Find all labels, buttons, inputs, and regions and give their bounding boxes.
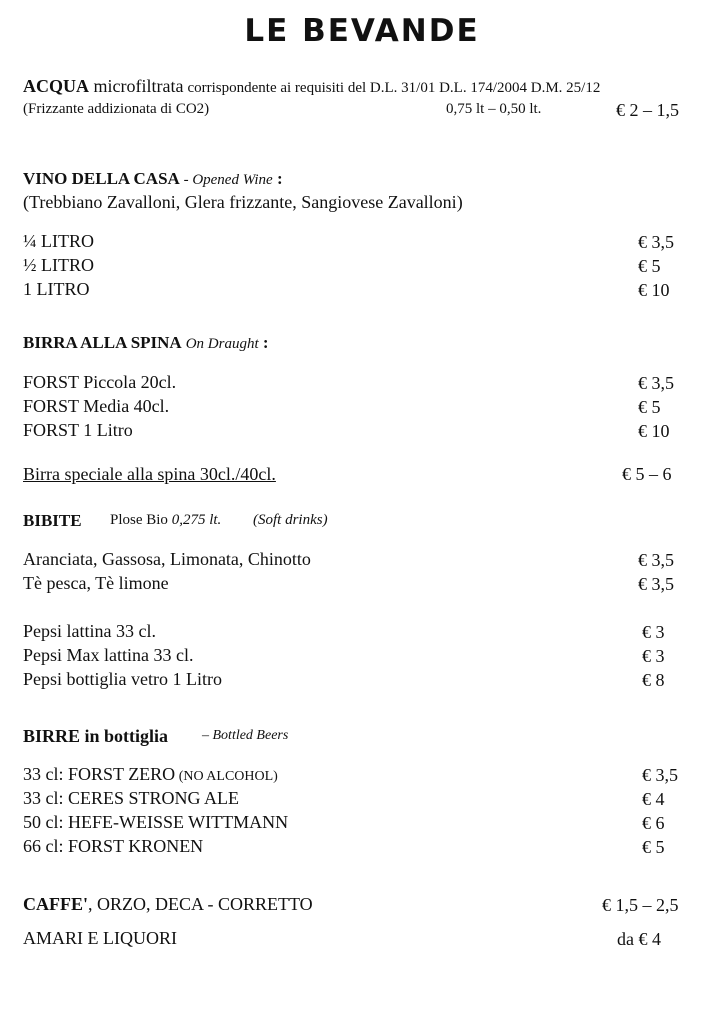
birra-spina-heading: [23, 334, 269, 352]
birra-spina-item-name: FORST 1 Litro: [23, 420, 133, 440]
page-title: LE BEVANDE: [244, 13, 480, 49]
bibite-item-price: € 3: [642, 622, 665, 642]
birre-bottiglia-item-price: € 6: [642, 813, 665, 833]
bibite-item-name: Aranciata, Gassosa, Limonata, Chinotto: [23, 549, 311, 569]
bibite-item-price: € 3,5: [638, 574, 674, 594]
birre-bottiglia-item-name: 50 cl: HEFE-WEISSE WITTMANN: [23, 812, 289, 832]
bibite-heading: BIBITE: [23, 511, 82, 530]
vino-item-price: € 10: [638, 280, 670, 300]
birre-bottiglia-heading: BIRRE in bottiglia: [23, 726, 169, 746]
bibite-item-price: € 8: [642, 670, 665, 690]
birre-bottiglia-item-name: 33 cl: CERES STRONG ALE: [23, 788, 240, 808]
caffe-line: [23, 895, 313, 913]
amari-name: AMARI E LIQUORI: [23, 928, 177, 948]
bibite-item-price: € 3: [642, 646, 665, 666]
vino-item-price: € 5: [638, 256, 661, 276]
birre-bottiglia-item-price: € 3,5: [642, 765, 678, 785]
vino-subtitle: Opened Wine: [192, 172, 273, 188]
birra-speciale-name: Birra speciale alla spina 30cl./40cl.: [23, 464, 276, 484]
acqua-sizes: 0,75 lt – 0,50 lt.: [446, 101, 542, 117]
birra-spina-item-name: FORST Media 40cl.: [23, 396, 170, 416]
birre-bottiglia-item-name: 66 cl: FORST KRONEN: [23, 836, 204, 856]
vino-item-name: ¼ LITRO: [23, 231, 94, 251]
bibite-item-name: Pepsi Max lattina 33 cl.: [23, 645, 194, 665]
bibite-item-price: € 3,5: [638, 550, 674, 570]
bibite-item-name: Pepsi bottiglia vetro 1 Litro: [23, 669, 222, 689]
vino-heading: [23, 170, 283, 188]
amari-price: da € 4: [617, 929, 661, 949]
birra-spina-item-price: € 5: [638, 397, 661, 417]
caffe-name-bold: CAFFE': [23, 894, 88, 914]
vino-varieties: (Trebbiano Zavalloni, Glera frizzante, Sangiovese Zavalloni): [23, 192, 463, 212]
vino-dash: -: [179, 172, 193, 188]
bibite-item-name: Tè pesca, Tè limone: [23, 573, 169, 593]
birre-bottiglia-item-price: € 4: [642, 789, 665, 809]
acqua-description: corrispondente ai requisiti del D.L. 31/01 D.L. 174/2004 D.M. 25/12: [187, 80, 601, 96]
vino-colon: :: [272, 169, 283, 188]
vino-item-name: 1 LITRO: [23, 279, 90, 299]
acqua-name: ACQUA: [23, 76, 89, 96]
birra-spina-colon: :: [258, 333, 269, 352]
birra-spina-item-price: € 10: [638, 421, 670, 441]
birre-bottiglia-item-price: € 5: [642, 837, 665, 857]
vino-item-name: ½ LITRO: [23, 255, 94, 275]
vino-item-price: € 3,5: [638, 232, 674, 252]
birre-bottiglia-item: [23, 765, 278, 784]
birra-spina-heading-label: BIRRA ALLA SPINA: [23, 333, 182, 352]
bibite-plose-size: 0,275 lt.: [171, 512, 222, 528]
caffe-price: € 1,5 – 2,5: [602, 895, 679, 915]
birre-bottiglia-item: [23, 813, 288, 831]
birra-speciale-price: € 5 – 6: [622, 464, 672, 484]
birra-spina-subtitle: On Draught: [185, 336, 259, 352]
bibite-plose-label: Plose Bio: [110, 512, 172, 528]
caffe-name-rest: , ORZO, DECA - CORRETTO: [88, 894, 313, 914]
vino-heading-label: VINO DELLA CASA: [23, 169, 180, 188]
birre-bottiglia-subtitle: – Bottled Beers: [202, 728, 289, 743]
birra-spina-item-name: FORST Piccola 20cl.: [23, 372, 177, 392]
acqua-line: [23, 77, 600, 96]
birre-bottiglia-item: [23, 837, 203, 855]
bibite-plose: [110, 513, 221, 528]
acqua-note: (Frizzante addizionata di CO2): [23, 101, 210, 117]
birre-bottiglia-item-name: 33 cl: FORST ZERO: [23, 764, 176, 784]
birre-bottiglia-item-note: (NO ALCOHOL): [175, 769, 278, 784]
birre-bottiglia-item: [23, 789, 239, 807]
acqua-name-suffix: microfiltrata: [89, 76, 184, 96]
bibite-subtitle: (Soft drinks): [253, 512, 328, 528]
birra-spina-item-price: € 3,5: [638, 373, 674, 393]
bibite-item-name: Pepsi lattina 33 cl.: [23, 621, 156, 641]
acqua-price: € 2 – 1,5: [616, 100, 679, 120]
